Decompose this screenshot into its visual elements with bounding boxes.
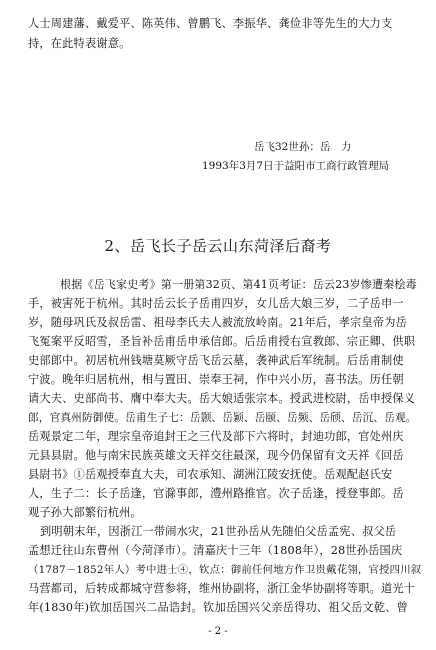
- section-heading: 2、岳飞长子岳云山东菏泽后裔考: [104, 237, 332, 255]
- body-line: 岳观景定二年，理宗皇帝追封王之三代及部下六将时，封迪功郎，官处州庆: [28, 430, 404, 443]
- body-line: 孟想迁往山东曹州（今菏泽市）。清嘉庆十三年（1808年），28世孙岳国庆: [28, 544, 403, 557]
- body-line: 县尉书》①岳观授奉直大夫，司农承知、湖洲江陵安抚使。岳观配赵氏安: [28, 468, 393, 481]
- signature-author: 岳飞32世孙：岳 力: [254, 141, 352, 153]
- body-line: 人，生子二：长子岳逢，官滁事郎，澧州路推官。次子岳逢，授登事郎。岳: [28, 487, 404, 500]
- body-line: 到明朝末年，因浙江一带闹水灾，21世孙岳从先随伯父岳孟宪、叔父岳: [40, 525, 397, 538]
- page-number: - 2 -: [208, 626, 228, 637]
- body-line: 元县县尉。他与南宋民族英雄文天祥交往最深，现今仍保留有文天祥《回岳: [28, 449, 404, 462]
- body-line: 岁，随母巩氏及叔岳雷、祖母李氏夫人被流放岭南。21年后，孝宗皇帝为岳: [28, 316, 408, 329]
- body-line: 请大夫、史部尚书、膺中奉大夫。岳大娘适张宗本。授武进校尉，岳申授保义: [28, 392, 416, 405]
- body-line: 根据《岳飞家史考》第一册第32页、第41页考证：岳云23岁惨遭秦桧毒: [60, 278, 417, 291]
- body-line: 手，被害死于杭州。其时岳云长子岳甫四岁，女儿岳大娘三岁，二子岳申一: [28, 297, 404, 310]
- body-line: 宁波。晚年归居杭州，相与置田、崇奉王祠，作中兴小历，喜书法。历任朝: [28, 373, 404, 386]
- signature-date-place: 1993年3月7日于益阳市工商行政管理局: [202, 160, 390, 172]
- intro-line-1: 人士周建藩、戴爱平、陈英伟、曾鹏飞、李振华、龚俭非等先生的大力支: [28, 17, 393, 30]
- body-line: 飞冤案平反昭雪，圣旨补岳甫岳申承信郎。后岳甫授右宣教郎、宗正卿、供职: [28, 335, 416, 348]
- body-line: 观子孙大部繁衍杭州。: [28, 506, 142, 519]
- body-line: 史部郎中。初居杭州钱塘莫厥守岳飞岳云墓，袭神武后军统制。后岳甫制使: [28, 354, 404, 367]
- body-line: 年(1830年)钦加岳国兴二品诰封。钦加岳国兴父亲岳得功、祖父岳文乾、曾: [28, 601, 409, 614]
- body-line: 马营都司，后转成都城守营参将，维州协副将，浙江金华协副将等职。道光十: [28, 582, 416, 595]
- intro-line-2: 持，在此特表谢意。: [28, 37, 131, 50]
- body-line: （1787－1852年人）考中进士④，钦点：御前任何地方作卫贵戴花翎，官授四川叙: [28, 564, 422, 576]
- body-line: 郎，官真州防御使。岳甫生子七：岳颢、岳颖、岳颐、岳频、岳颀、岳沉、岳观。: [28, 412, 417, 424]
